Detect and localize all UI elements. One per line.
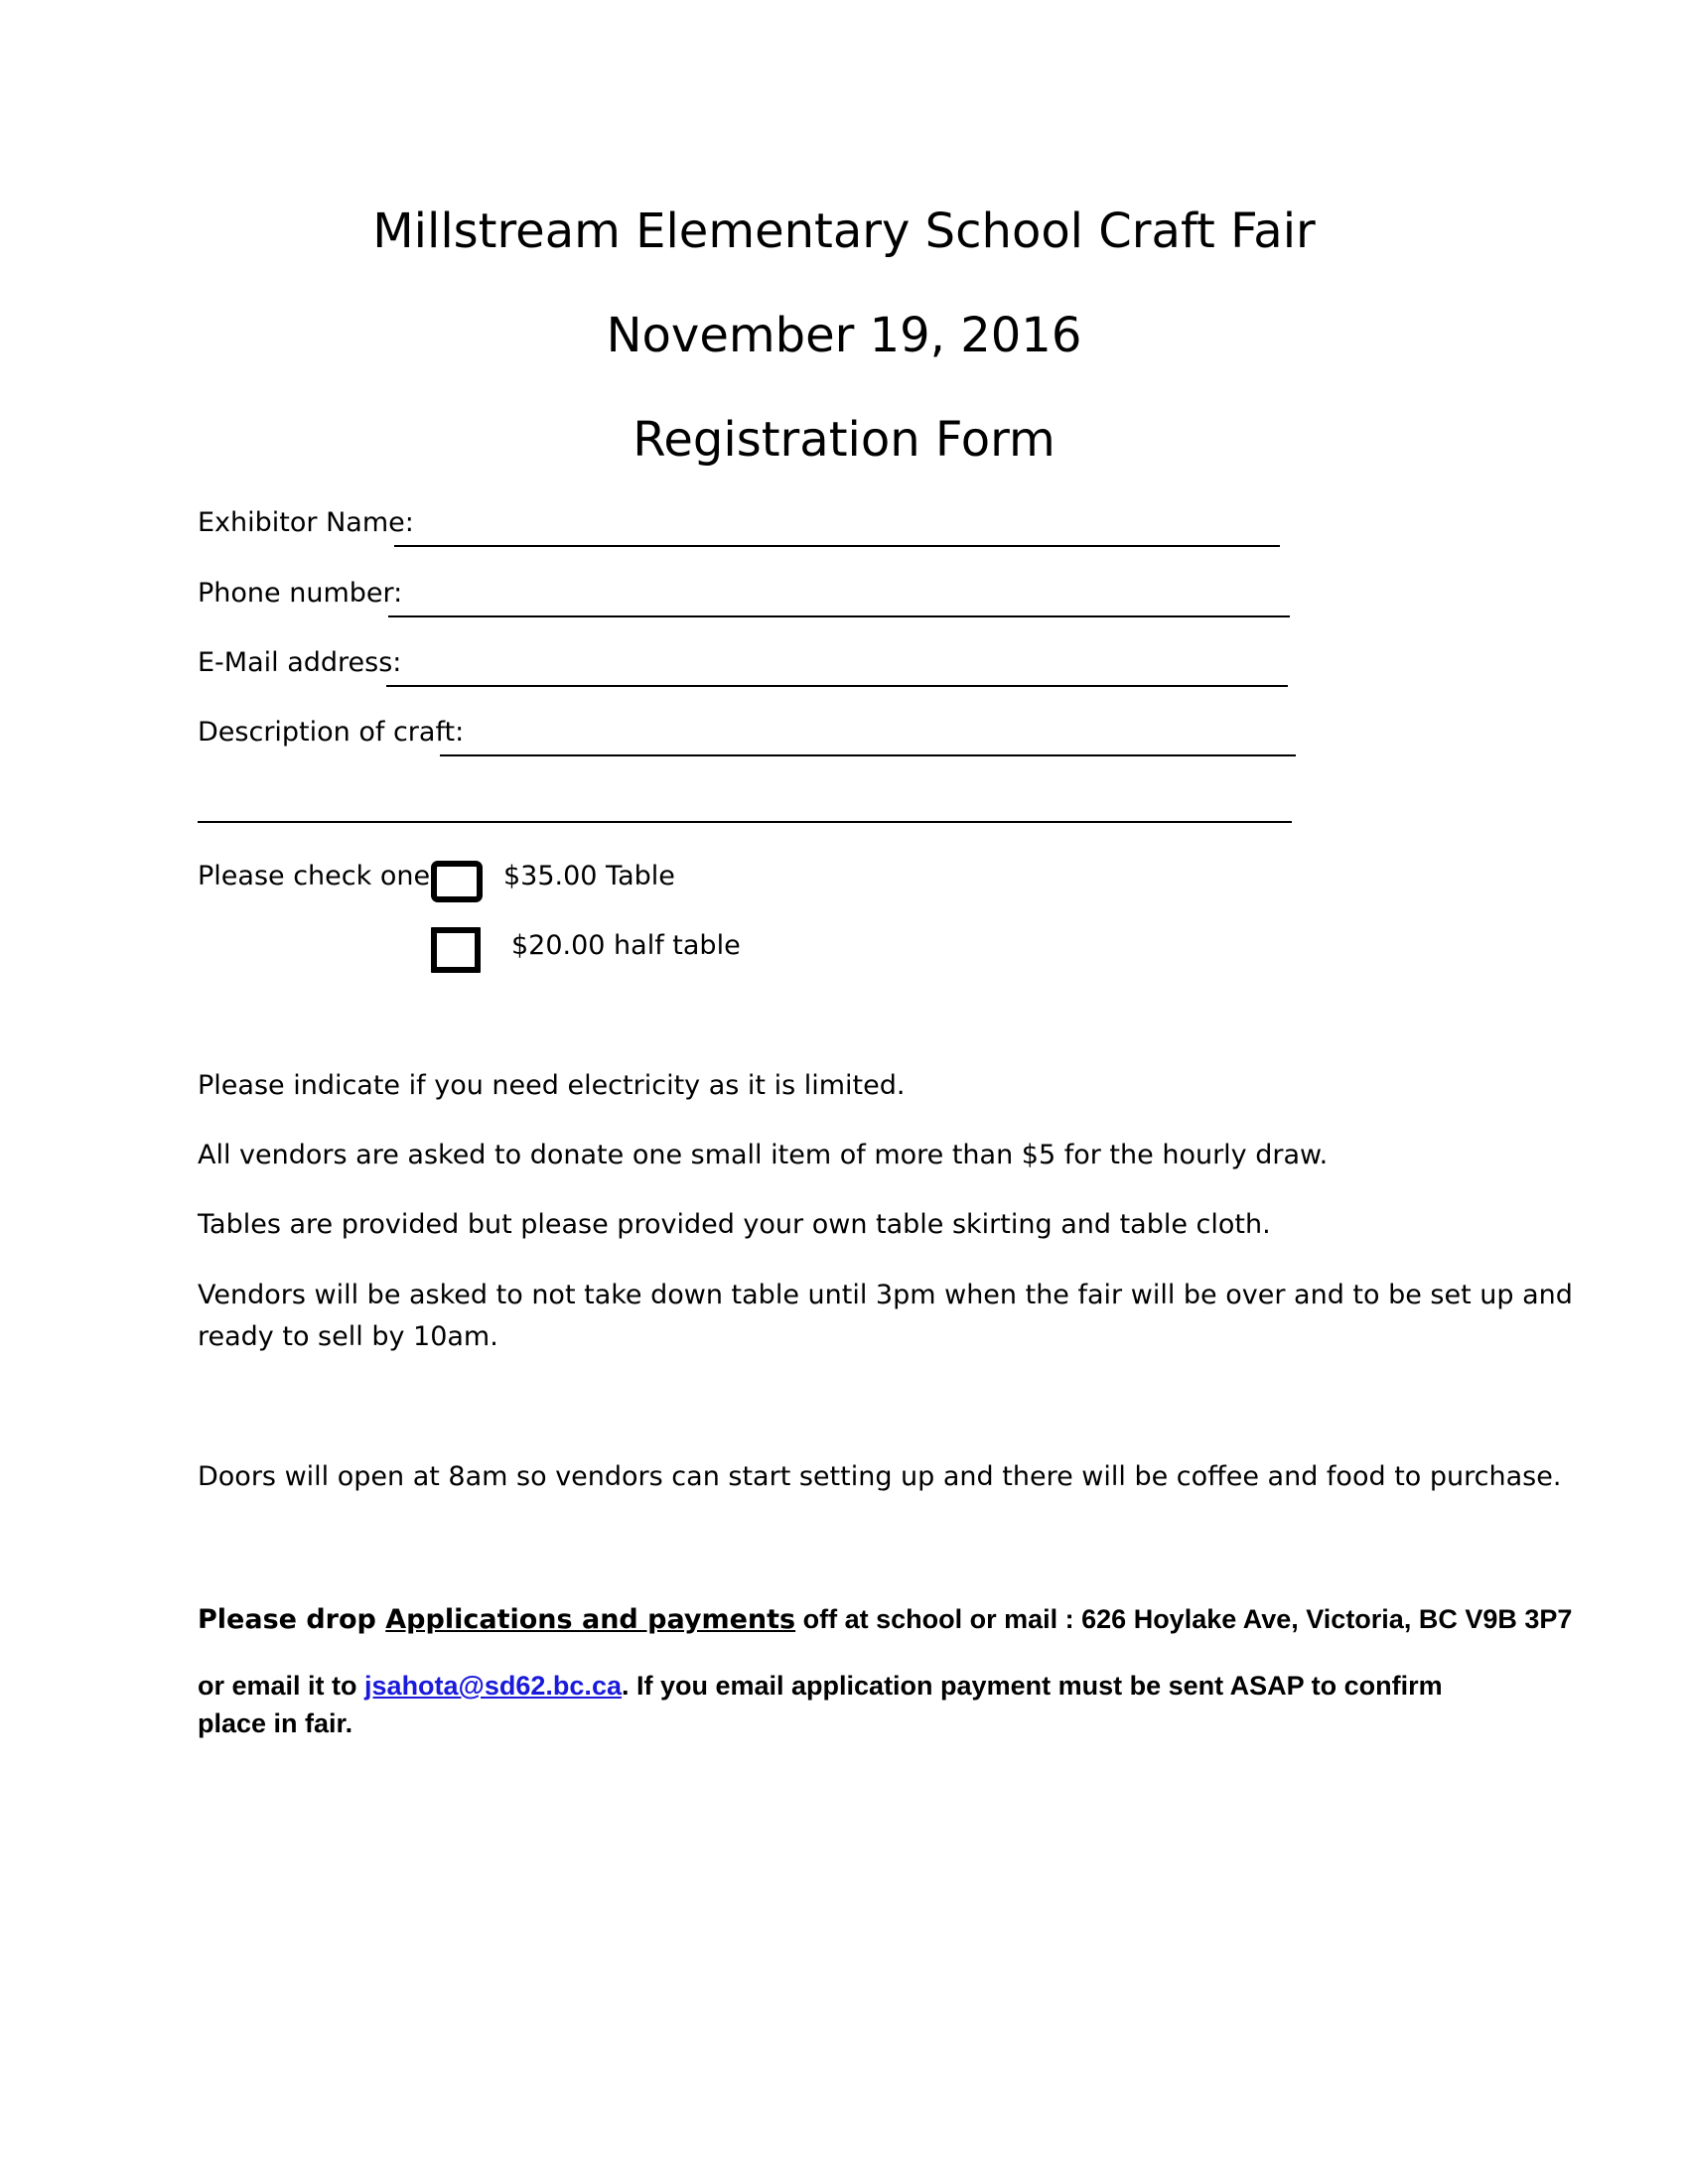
drop-off-prefix: Please drop [198,1604,386,1635]
email-instructions-line-1 [198,1667,1443,1705]
phone-number-line[interactable] [388,615,1290,617]
table-checkbox[interactable] [431,861,483,902]
event-date: November 19, 2016 [606,308,1082,363]
phone-number-field [198,576,1290,617]
exhibitor-name-label: Exhibitor Name: [198,507,414,538]
craft-description-label: Description of craft: [198,717,465,748]
electricity-note: Please indicate if you need electricity as it is limited. [198,1070,906,1101]
email-address-label: E-Mail address: [198,647,402,678]
half-table-option-label: $20.00 half table [511,930,741,961]
exhibitor-name-field [198,505,1280,547]
craft-description-extra-line[interactable] [198,821,1292,823]
craft-description-field [198,715,1296,756]
craft-description-line[interactable] [440,754,1296,756]
form-title: Registration Form [633,412,1055,468]
donation-note: All vendors are asked to donate one small item of more than $5 for the hourly draw. [198,1140,1329,1170]
email-prefix: or email it to [198,1671,365,1701]
mailing-address: 626 Hoylake Ave, Victoria, BC V9B 3P7 [1081,1604,1573,1634]
half-table-checkbox[interactable] [431,927,481,973]
email-address-line[interactable] [386,685,1288,687]
phone-number-label: Phone number: [198,578,403,609]
email-instructions-line-2: place in fair. [198,1708,353,1738]
doors-note: Doors will open at 8am so vendors can start setting up and there will be coffee and food to purchase. [198,1461,1562,1492]
applications-and-payments: Applications and payments [385,1604,796,1635]
takedown-note-line-2: ready to sell by 10am. [198,1321,498,1352]
email-address-field [198,645,1288,687]
email-suffix: . If you email application payment must be sent ASAP to confirm [621,1671,1443,1701]
table-option-label: $35.00 Table [503,861,675,891]
exhibitor-name-line[interactable] [394,545,1280,547]
takedown-note-line-1: Vendors will be asked to not take down table until 3pm when the fair will be over and to be set up and [198,1280,1573,1310]
drop-off-middle: off at school or mail : [795,1604,1082,1634]
drop-off-instructions [198,1600,1572,1639]
email-link[interactable]: jsahota@sd62.bc.ca [364,1671,622,1701]
tables-note: Tables are provided but please provided your own table skirting and table cloth. [198,1209,1271,1240]
check-one-prompt: Please check one. [198,861,439,891]
page-title: Millstream Elementary School Craft Fair [372,204,1316,259]
